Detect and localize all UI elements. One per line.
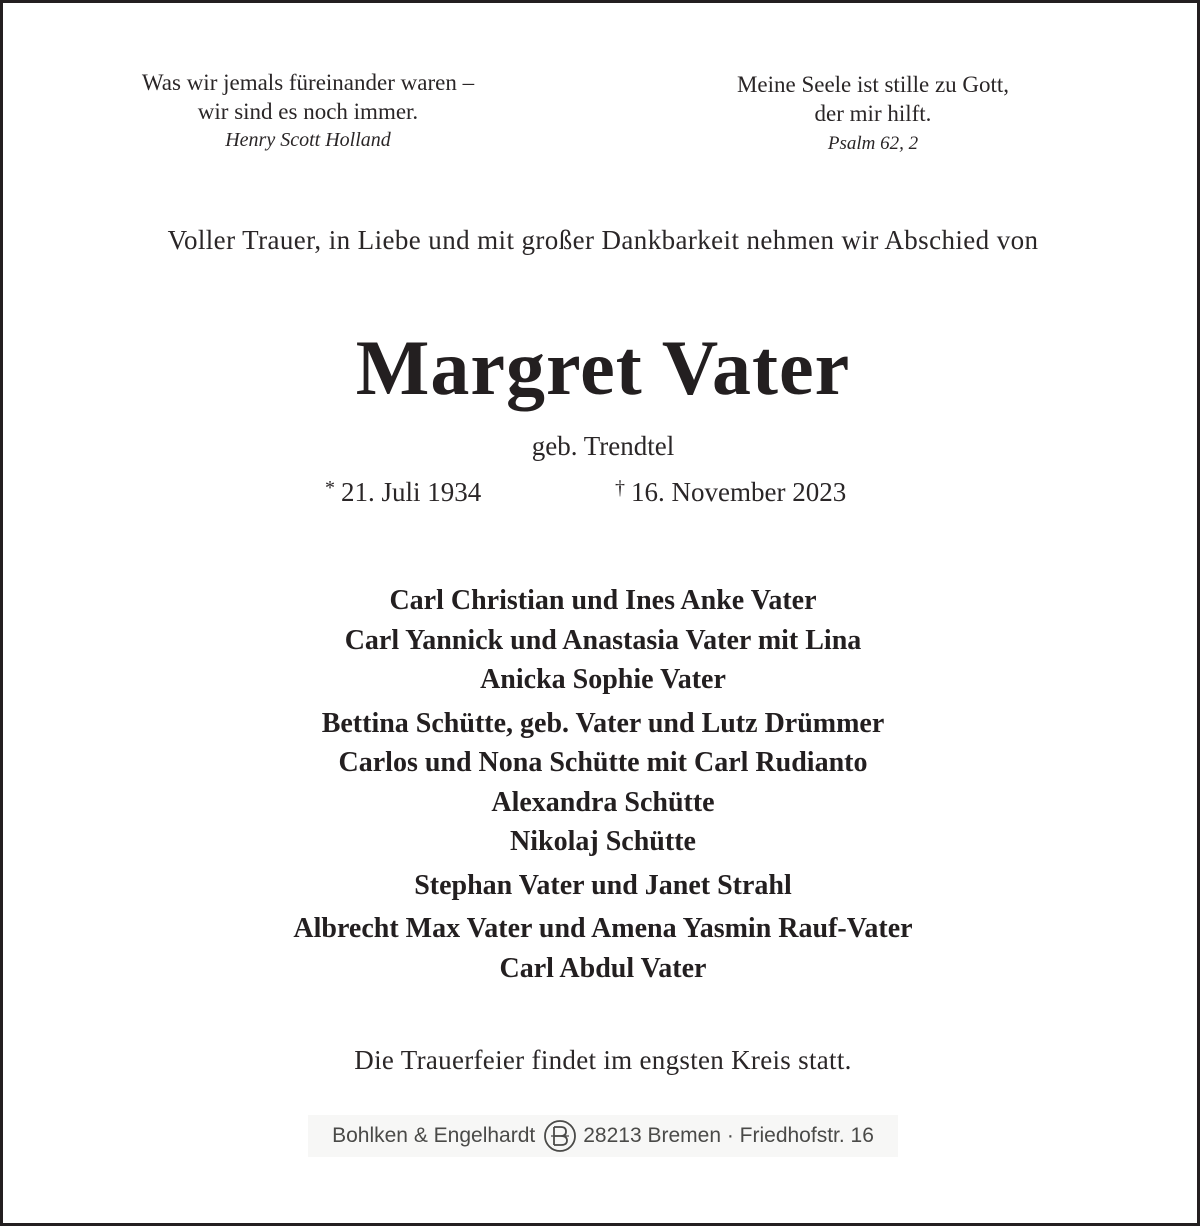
quote-right bbox=[648, 70, 1098, 158]
undertaker-address: 28213 Bremen · Friedhofstr. 16 bbox=[583, 1124, 874, 1147]
mourner-name: Albrecht Max Vater und Amena Yasmin Rauf-Vater bbox=[293, 913, 913, 944]
quote-right-line: Meine Seele ist stille zu Gott, bbox=[736, 72, 1010, 97]
mourner-name: Carl Abdul Vater bbox=[499, 952, 707, 984]
deceased-name: Margret Vater bbox=[355, 324, 851, 411]
birth-date-row bbox=[325, 477, 481, 508]
mourner-group bbox=[3, 581, 1200, 700]
undertaker-logo-icon bbox=[543, 1119, 577, 1153]
quote-left-line: wir sind es noch immer. bbox=[197, 99, 419, 124]
death-date: 16. November 2023 bbox=[631, 477, 847, 507]
quote-left-source: Henry Scott Holland bbox=[225, 129, 391, 151]
maiden-name: geb. Trendtel bbox=[531, 431, 675, 461]
quote-right-source: Psalm 62, 2 bbox=[827, 133, 919, 154]
intro-text: Voller Trauer, in Liebe und mit großer Dankbarkeit nehmen wir Abschied von bbox=[167, 225, 1039, 255]
undertaker-banner bbox=[308, 1115, 898, 1157]
mourner-name: Alexandra Schütte bbox=[491, 786, 715, 818]
mourner-group bbox=[3, 704, 1200, 862]
birth-date: 21. Juli 1934 bbox=[341, 477, 482, 507]
quote-left bbox=[83, 68, 533, 154]
mourner-name: Anicka Sophie Vater bbox=[480, 664, 726, 695]
mourner-name: Carl Yannick und Anastasia Vater mit Lina bbox=[344, 624, 862, 656]
birth-symbol: * bbox=[325, 477, 335, 499]
quote-left-line: Was wir jemals füreinander waren – bbox=[141, 70, 475, 95]
funeral-notice: Die Trauerfeier findet im engsten Kreis statt. bbox=[354, 1045, 852, 1075]
mourners-list bbox=[3, 581, 1200, 992]
mourner-name: Carl Christian und Ines Anke Vater bbox=[389, 585, 817, 616]
mourner-name: Bettina Schütte, geb. Vater und Lutz Drümmer bbox=[321, 707, 885, 739]
undertaker-name: Bohlken & Engelhardt bbox=[332, 1124, 536, 1147]
mourner-group bbox=[3, 866, 1200, 906]
mourner-name: Nikolaj Schütte bbox=[510, 826, 696, 857]
mourner-name: Stephan Vater und Janet Strahl bbox=[414, 869, 792, 901]
quote-right-line: der mir hilft. bbox=[814, 101, 932, 126]
mourner-group bbox=[3, 909, 1200, 988]
death-symbol: † bbox=[615, 477, 625, 499]
mourner-name: Carlos und Nona Schütte mit Carl Rudianto bbox=[338, 747, 868, 778]
death-date-row bbox=[615, 477, 846, 508]
